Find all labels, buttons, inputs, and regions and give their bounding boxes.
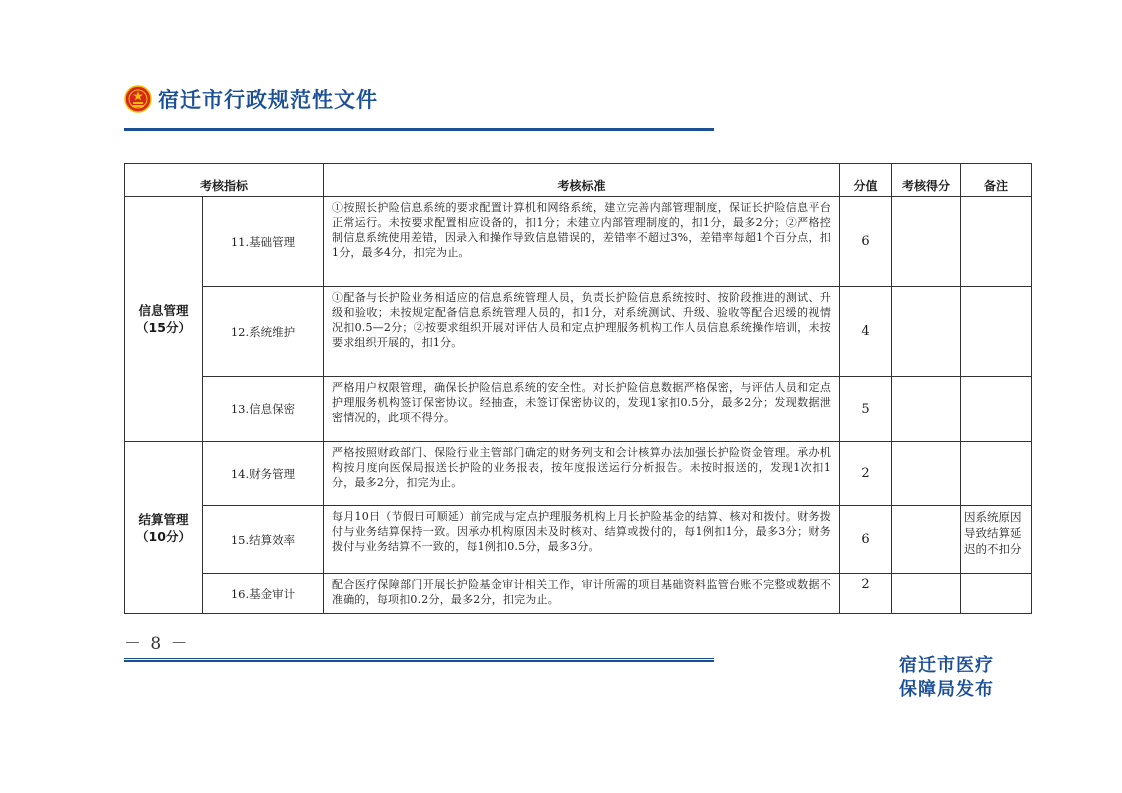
item-result bbox=[892, 442, 961, 506]
category-cell-info-management bbox=[125, 197, 203, 442]
item-score: 4 bbox=[840, 287, 892, 377]
footer-rule bbox=[124, 658, 714, 659]
table-row bbox=[125, 574, 1032, 614]
category-name: 结算管理 bbox=[138, 511, 189, 527]
item-name: 14.财务管理 bbox=[203, 442, 324, 506]
item-name: 12.系统维护 bbox=[203, 287, 324, 377]
column-header-result: 考核得分 bbox=[892, 164, 961, 197]
item-standard: 配合医疗保障部门开展长护险基金审计相关工作，审计所需的项目基础资料监管台账不完整或数据不准确的，每项扣0.2分，最多2分，扣完为止。 bbox=[324, 574, 840, 614]
item-note: 因系统原因导致结算延迟的不扣分 bbox=[961, 506, 1032, 574]
header-rule bbox=[124, 128, 714, 131]
item-name: 15.结算效率 bbox=[203, 506, 324, 574]
column-header-standard: 考核标准 bbox=[324, 164, 840, 197]
national-emblem-icon bbox=[124, 85, 152, 113]
item-standard: ①按照长护险信息系统的要求配置计算机和网络系统，建立完善内部管理制度，保证长护险信息平台正常运行。未按要求配置相应设备的，扣1分；未建立内部管理制度的，扣1分，最多2分；②严格控制信息系统使用差错，因录入和操作导致信息错误的，差错率不超过3%，差错率每超1个百分点，扣1分，最多4分，扣完为止。 bbox=[324, 197, 840, 287]
table-row bbox=[125, 287, 1032, 377]
document-series-title: 宿迁市行政规范性文件 bbox=[158, 88, 378, 112]
column-header-score: 分值 bbox=[840, 164, 892, 197]
item-standard: 严格用户权限管理，确保长护险信息系统的安全性。对长护险信息数据严格保密，与评估人员和定点护理服务机构签订保密协议。经抽查，未签订保密协议的，发现1家扣0.5分，最多2分；发现数据泄密情况的，此项不得分。 bbox=[324, 377, 840, 442]
footer-rule-accent bbox=[124, 660, 300, 662]
item-standard: 每月10日（节假日可顺延）前完成与定点护理服务机构上月长护险基金的结算、核对和拨付。财务拨付与业务结算保持一致。因承办机构原因未及时核对、结算或拨付的，每1例扣1分，最多3分；财务拨付与业务结算不一致的，每1例扣0.5分，最多3分。 bbox=[324, 506, 840, 574]
item-result bbox=[892, 287, 961, 377]
assessment-table bbox=[124, 163, 1032, 614]
item-score: 6 bbox=[840, 506, 892, 574]
publisher-line-1: 宿迁市医疗 bbox=[899, 655, 994, 676]
item-score: 2 bbox=[840, 442, 892, 506]
footer-rule-main bbox=[300, 660, 714, 662]
item-note bbox=[961, 287, 1032, 377]
table-row bbox=[125, 197, 1032, 287]
item-name: 13.信息保密 bbox=[203, 377, 324, 442]
publisher-line-2: 保障局发布 bbox=[899, 679, 994, 700]
document-header bbox=[124, 84, 378, 114]
publisher-stamp bbox=[899, 654, 994, 702]
item-result bbox=[892, 574, 961, 614]
item-score: 5 bbox=[840, 377, 892, 442]
item-note bbox=[961, 574, 1032, 614]
category-points: （15分） bbox=[136, 320, 191, 335]
item-score: 6 bbox=[840, 197, 892, 287]
table-header-row bbox=[125, 164, 1032, 197]
column-header-note: 备注 bbox=[961, 164, 1032, 197]
table-row bbox=[125, 377, 1032, 442]
column-header-indicator: 考核指标 bbox=[125, 164, 324, 197]
item-result bbox=[892, 506, 961, 574]
table-row bbox=[125, 442, 1032, 506]
item-result bbox=[892, 197, 961, 287]
page-number: － 8 － bbox=[124, 634, 190, 654]
item-name: 16.基金审计 bbox=[203, 574, 324, 614]
item-name: 11.基础管理 bbox=[203, 197, 324, 287]
item-score: 2 bbox=[840, 574, 892, 614]
item-standard: ①配备与长护险业务相适应的信息系统管理人员，负责长护险信息系统按时、按阶段推进的测试、升级和验收；未按规定配备信息系统管理人员的，扣1分，对系统测试、升级、验收等配合迟缓的视情况扣0.5—2分；②按要求组织开展对评估人员和定点护理服务机构工作人员信息系统操作培训，未按要求组织开展的，扣1分。 bbox=[324, 287, 840, 377]
category-points: （10分） bbox=[136, 528, 191, 544]
item-note bbox=[961, 442, 1032, 506]
category-cell-settlement-management bbox=[125, 442, 203, 614]
item-result bbox=[892, 377, 961, 442]
item-note bbox=[961, 197, 1032, 287]
item-note bbox=[961, 377, 1032, 442]
table-row bbox=[125, 506, 1032, 574]
item-standard: 严格按照财政部门、保险行业主管部门确定的财务列支和会计核算办法加强长护险资金管理。承办机构按月度向医保局报送长护险的业务报表，按年度报送运行分析报告。未按时报送的，发现1次扣1分，最多2分，扣完为止。 bbox=[324, 442, 840, 506]
category-name: 信息管理 bbox=[138, 303, 189, 318]
